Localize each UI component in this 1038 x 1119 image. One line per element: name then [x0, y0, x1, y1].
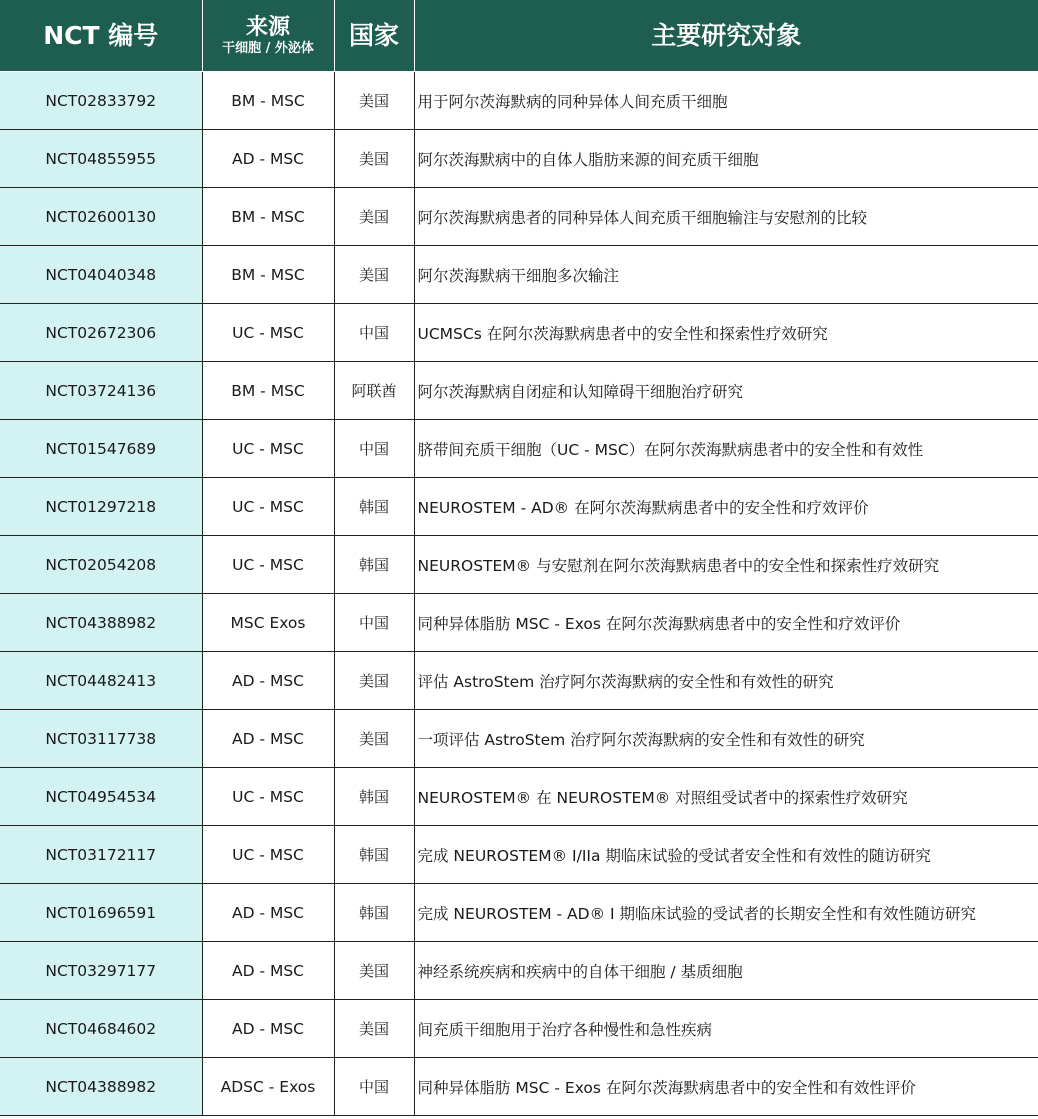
table-row: [0, 188, 1038, 246]
country-cell: 韩国: [334, 536, 414, 594]
table-row: [0, 478, 1038, 536]
header-objective-label: 主要研究对象: [651, 20, 802, 50]
nct-cell: NCT01547689: [0, 420, 202, 478]
country-cell: 韩国: [334, 478, 414, 536]
objective-cell: 间充质干细胞用于治疗各种慢性和急性疾病: [414, 1000, 1038, 1058]
objective-cell: 用于阿尔茨海默病的同种异体人间充质干细胞: [414, 72, 1038, 130]
country-cell: 美国: [334, 130, 414, 188]
nct-cell: NCT01696591: [0, 884, 202, 942]
header-nct: [0, 0, 202, 72]
source-cell: UC - MSC: [202, 304, 334, 362]
source-cell: BM - MSC: [202, 246, 334, 304]
header-source: [202, 0, 334, 72]
country-cell: 美国: [334, 1000, 414, 1058]
nct-cell: NCT03117738: [0, 710, 202, 768]
objective-cell: 阿尔茨海默病中的自体人脂肪来源的间充质干细胞: [414, 130, 1038, 188]
country-cell: 美国: [334, 72, 414, 130]
objective-cell: 脐带间充质干细胞（UC - MSC）在阿尔茨海默病患者中的安全性和有效性: [414, 420, 1038, 478]
header-country: [334, 0, 414, 72]
objective-cell: UCMSCs 在阿尔茨海默病患者中的安全性和探索性疗效研究: [414, 304, 1038, 362]
source-cell: UC - MSC: [202, 826, 334, 884]
table-row: [0, 362, 1038, 420]
nct-cell: NCT02600130: [0, 188, 202, 246]
table-row: [0, 1000, 1038, 1058]
table-row: [0, 826, 1038, 884]
nct-cell: NCT04482413: [0, 652, 202, 710]
table-row: [0, 594, 1038, 652]
header-source-label: 来源: [245, 14, 290, 40]
nct-cell: NCT03724136: [0, 362, 202, 420]
table-row: [0, 884, 1038, 942]
objective-cell: NEUROSTEM - AD® 在阿尔茨海默病患者中的安全性和疗效评价: [414, 478, 1038, 536]
table-header: [0, 0, 1038, 72]
header-objective: [414, 0, 1038, 72]
table-row: [0, 72, 1038, 130]
nct-cell: NCT04954534: [0, 768, 202, 826]
country-cell: 阿联酋: [334, 362, 414, 420]
nct-cell: NCT02833792: [0, 72, 202, 130]
objective-cell: NEUROSTEM® 在 NEUROSTEM® 对照组受试者中的探索性疗效研究: [414, 768, 1038, 826]
country-cell: 美国: [334, 652, 414, 710]
source-cell: MSC Exos: [202, 594, 334, 652]
nct-cell: NCT01297218: [0, 478, 202, 536]
table-row: [0, 130, 1038, 188]
header-country-label: 国家: [348, 20, 399, 50]
table-row: [0, 1058, 1038, 1116]
objective-cell: 同种异体脂肪 MSC - Exos 在阿尔茨海默病患者中的安全性和疗效评价: [414, 594, 1038, 652]
nct-cell: NCT04684602: [0, 1000, 202, 1058]
nct-cell: NCT02672306: [0, 304, 202, 362]
objective-cell: 完成 NEUROSTEM® I/IIa 期临床试验的受试者安全性和有效性的随访研究: [414, 826, 1038, 884]
objective-cell: 同种异体脂肪 MSC - Exos 在阿尔茨海默病患者中的安全性和有效性评价: [414, 1058, 1038, 1116]
country-cell: 韩国: [334, 884, 414, 942]
table-row: [0, 246, 1038, 304]
table-row: [0, 768, 1038, 826]
objective-cell: 神经系统疾病和疾病中的自体干细胞 / 基质细胞: [414, 942, 1038, 1000]
nct-cell: NCT03172117: [0, 826, 202, 884]
source-cell: AD - MSC: [202, 130, 334, 188]
country-cell: 美国: [334, 710, 414, 768]
nct-cell: NCT03297177: [0, 942, 202, 1000]
objective-cell: NEUROSTEM® 与安慰剂在阿尔茨海默病患者中的安全性和探索性疗效研究: [414, 536, 1038, 594]
source-cell: BM - MSC: [202, 72, 334, 130]
source-cell: ADSC - Exos: [202, 1058, 334, 1116]
source-cell: UC - MSC: [202, 478, 334, 536]
header-nct-label: NCT 编号: [43, 20, 159, 50]
country-cell: 韩国: [334, 768, 414, 826]
nct-cell: NCT02054208: [0, 536, 202, 594]
objective-cell: 阿尔茨海默病患者的同种异体人间充质干细胞输注与安慰剂的比较: [414, 188, 1038, 246]
nct-cell: NCT04040348: [0, 246, 202, 304]
source-cell: UC - MSC: [202, 536, 334, 594]
country-cell: 美国: [334, 188, 414, 246]
table-row: [0, 420, 1038, 478]
source-cell: AD - MSC: [202, 652, 334, 710]
objective-cell: 阿尔茨海默病干细胞多次输注: [414, 246, 1038, 304]
source-cell: UC - MSC: [202, 768, 334, 826]
source-cell: AD - MSC: [202, 884, 334, 942]
objective-cell: 一项评估 AstroStem 治疗阿尔茨海默病的安全性和有效性的研究: [414, 710, 1038, 768]
header-row: [0, 0, 1038, 72]
country-cell: 中国: [334, 420, 414, 478]
source-cell: BM - MSC: [202, 188, 334, 246]
objective-cell: 评估 AstroStem 治疗阿尔茨海默病的安全性和有效性的研究: [414, 652, 1038, 710]
country-cell: 美国: [334, 246, 414, 304]
table-row: [0, 710, 1038, 768]
table-row: [0, 304, 1038, 362]
table-row: [0, 942, 1038, 1000]
nct-cell: NCT04388982: [0, 1058, 202, 1116]
country-cell: 中国: [334, 304, 414, 362]
country-cell: 中国: [334, 594, 414, 652]
objective-cell: 完成 NEUROSTEM - AD® I 期临床试验的受试者的长期安全性和有效性随访研究: [414, 884, 1038, 942]
source-cell: UC - MSC: [202, 420, 334, 478]
source-cell: BM - MSC: [202, 362, 334, 420]
table-row: [0, 652, 1038, 710]
nct-cell: NCT04855955: [0, 130, 202, 188]
table-row: [0, 536, 1038, 594]
header-source-sublabel: 干细胞 / 外泌体: [222, 40, 314, 56]
table-body: [0, 72, 1038, 1116]
objective-cell: 阿尔茨海默病自闭症和认知障碍干细胞治疗研究: [414, 362, 1038, 420]
nct-cell: NCT04388982: [0, 594, 202, 652]
country-cell: 美国: [334, 942, 414, 1000]
source-cell: AD - MSC: [202, 710, 334, 768]
country-cell: 中国: [334, 1058, 414, 1116]
source-cell: AD - MSC: [202, 1000, 334, 1058]
country-cell: 韩国: [334, 826, 414, 884]
source-cell: AD - MSC: [202, 942, 334, 1000]
